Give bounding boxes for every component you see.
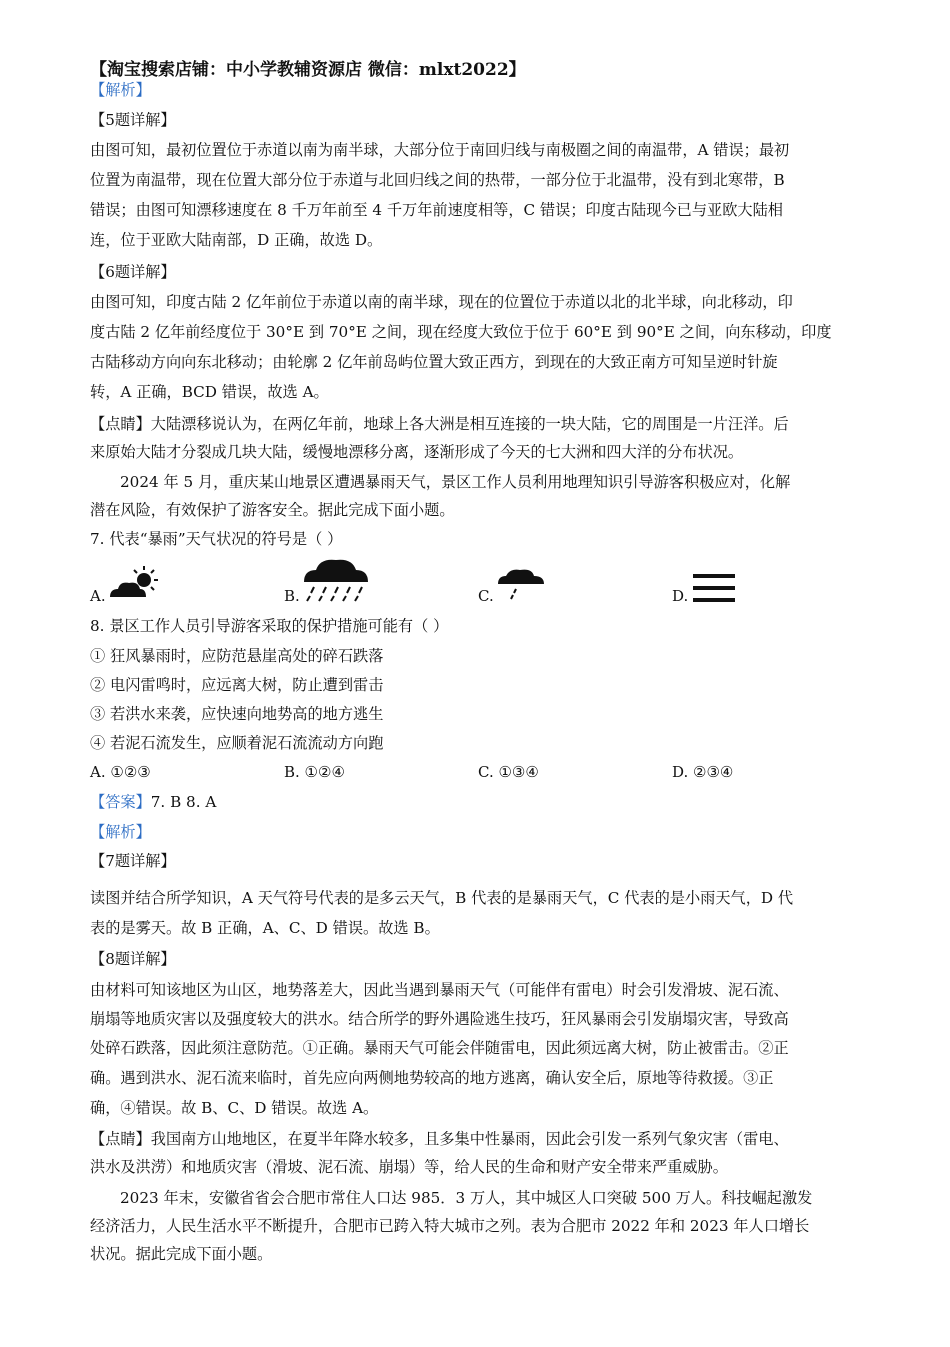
partly-cloudy-icon <box>106 563 168 601</box>
analysis-tag: 【解析】 <box>90 81 151 99</box>
q6-line: 由图可知，印度古陆 2 亿年前位于赤道以南的南半球，现在的位置位于赤道以北的北半球，向北移动，印 <box>90 293 793 311</box>
tip-line: 洪水及洪涝）和地质灾害（滑坡、泥石流、崩塌）等，给人民的生命和财产安全带来严重威胁。 <box>90 1158 728 1176</box>
q8-option-d: D. ②③④ <box>672 763 734 781</box>
q7-title: 【7题详解】 <box>90 852 176 870</box>
q7-option-d-label: D. <box>672 587 689 605</box>
q7-option-c-label: C. <box>478 587 494 605</box>
q5-line: 错误；由图可知漂移速度在 8 千万年前至 4 千万年前速度相等，C 错误；印度古陆现今已与亚欧大陆相 <box>90 201 783 219</box>
analysis-tag: 【解析】 <box>90 823 151 841</box>
intro-line: 2024 年 5 月，重庆某山地景区遭遇暴雨天气，景区工作人员利用地理知识引导游客积极应对，化解 <box>120 473 791 491</box>
q8-item: ③ 若洪水来袭，应快速向地势高的地方逃生 <box>90 705 384 723</box>
tip-line: 【点睛】我国南方山地地区，在夏半年降水较多，且多集中性暴雨，因此会引发一系列气象灾害（雷电、 <box>90 1130 789 1148</box>
tip-line: 【点睛】大陆漂移说认为，在两亿年前，地球上各大洲是相互连接的一块大陆，它的周围是一片汪洋。后 <box>90 415 789 433</box>
answer-text: 7. B 8. A <box>150 793 217 811</box>
q8-item: ④ 若泥石流发生，应顺着泥石流流动方向跑 <box>90 734 384 752</box>
q8-option-c: C. ①③④ <box>478 763 539 781</box>
q6-line: 度古陆 2 亿年前经度位于 30°E 到 70°E 之间，现在经度大致位于位于 60°E 到 90°E 之间，向东移动，印度 <box>90 323 832 341</box>
intro-line: 状况。据此完成下面小题。 <box>90 1245 273 1263</box>
q6-title: 【6题详解】 <box>90 263 176 281</box>
header-banner: 【淘宝搜索店铺：中小学教辅资源店 微信：mlxt2022】 <box>90 60 526 80</box>
light-rain-icon <box>496 568 546 600</box>
rainstorm-icon <box>302 556 370 602</box>
q5-line: 连，位于亚欧大陆南部，D 正确，故选 D。 <box>90 231 383 249</box>
fog-icon <box>693 573 735 603</box>
answer-tag: 【答案】 <box>90 793 151 811</box>
q7-line: 表的是雾天。故 B 正确，A、C、D 错误。故选 B。 <box>90 919 440 937</box>
q7-line: 读图并结合所学知识，A 天气符号代表的是多云天气，B 代表的是暴雨天气，C 代表的是小雨天气，D 代 <box>90 889 794 907</box>
q7-option-b-label: B. <box>284 587 300 605</box>
q8-option-b: B. ①②④ <box>284 763 345 781</box>
q7-option-a-label: A. <box>90 587 106 605</box>
q8-line: 确，④错误。故 B、C、D 错误。故选 A。 <box>90 1099 379 1117</box>
q6-line: 古陆移动方向向东北移动；由轮廓 2 亿年前岛屿位置大致正西方，到现在的大致正南方可知呈逆时针旋 <box>90 353 778 371</box>
q8-line: 确。遇到洪水、泥石流来临时，首先应向两侧地势较高的地方逃离，确认安全后，原地等待救援。③正 <box>90 1069 774 1087</box>
q8-title: 【8题详解】 <box>90 950 176 968</box>
q8-option-a: A. ①②③ <box>90 763 151 781</box>
q8-line: 处碎石跌落，因此须注意防范。①正确。暴雨天气可能会伴随雷电，因此须远离大树，防止被雷击。②正 <box>90 1039 789 1057</box>
q8-stem: 8. 景区工作人员引导游客采取的保护措施可能有（ ） <box>90 617 449 635</box>
q7-stem: 7. 代表“暴雨”天气状况的符号是（ ） <box>90 530 343 548</box>
intro-line: 经济活力，人民生活水平不断提升，合肥市已跨入特大城市之列。表为合肥市 2022 年和 2023 年人口增长 <box>90 1217 810 1235</box>
q8-item: ① 狂风暴雨时，应防范悬崖高处的碎石跌落 <box>90 647 384 665</box>
q8-item: ② 电闪雷鸣时，应远离大树，防止遭到雷击 <box>90 676 384 694</box>
intro-line: 2023 年末，安徽省省会合肥市常住人口达 985．3 万人，其中城区人口突破 500 万人。科技崛起激发 <box>120 1189 813 1207</box>
q8-line: 由材料可知该地区为山区，地势落差大，因此当遇到暴雨天气（可能伴有雷电）时会引发滑坡、泥石流、 <box>90 981 789 999</box>
q5-line: 由图可知，最初位置位于赤道以南为南半球，大部分位于南回归线与南极圈之间的南温带，A 错误；最初 <box>90 141 790 159</box>
intro-line: 潜在风险，有效保护了游客安全。据此完成下面小题。 <box>90 501 455 519</box>
tip-line: 来原始大陆才分裂成几块大陆，缓慢地漂移分离，逐渐形成了今天的七大洲和四大洋的分布状况。 <box>90 443 744 461</box>
q5-title: 【5题详解】 <box>90 111 176 129</box>
q5-line: 位置为南温带，现在位置大部分位于赤道与北回归线之间的热带，一部分位于北温带，没有到北寒带，B <box>90 171 785 189</box>
q6-line: 转，A 正确，BCD 错误，故选 A。 <box>90 383 329 401</box>
q8-line: 崩塌等地质灾害以及强度较大的洪水。结合所学的野外遇险逃生技巧，狂风暴雨会引发崩塌灾害，导致高 <box>90 1010 789 1028</box>
answer-line <box>90 792 870 812</box>
